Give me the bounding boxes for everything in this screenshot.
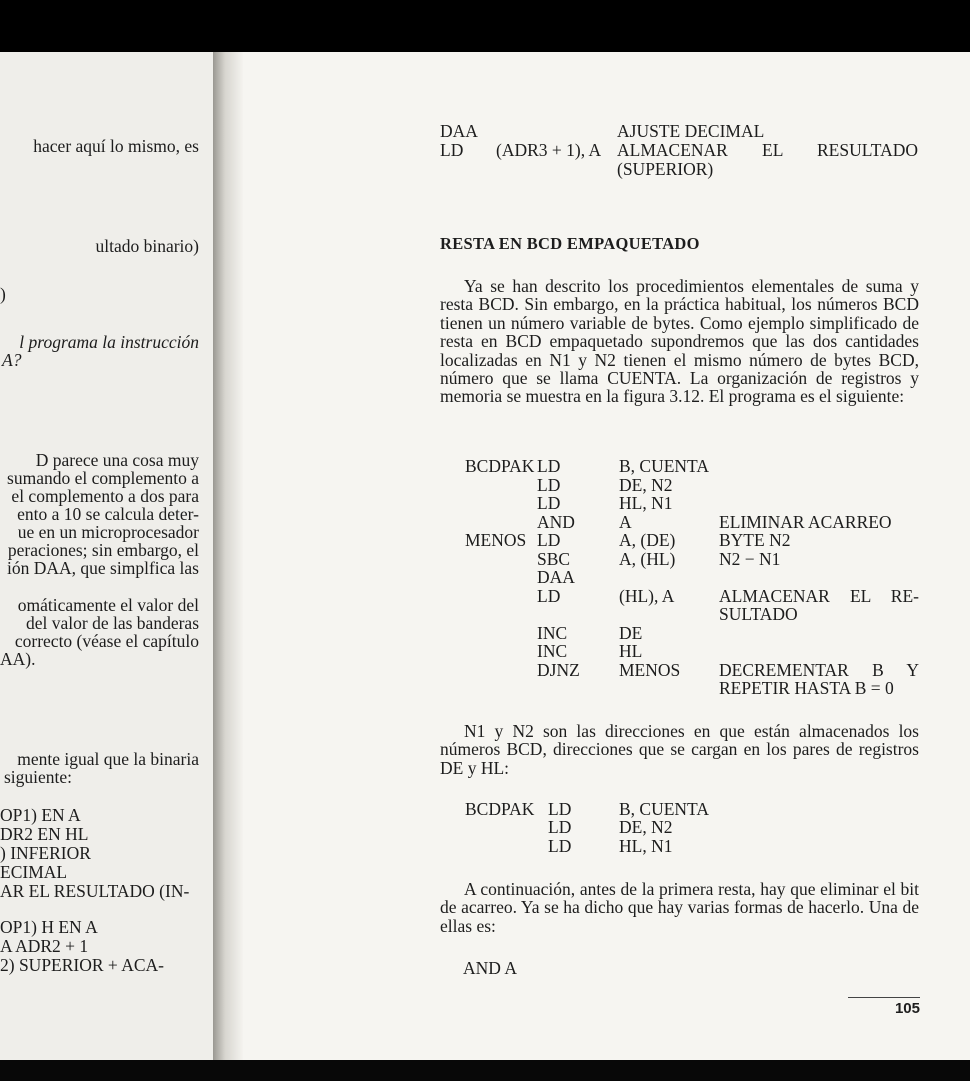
left-text-line: OP1) H EN A (0, 917, 98, 937)
code-arg: A (619, 512, 632, 532)
code-comment: BYTE N2 (719, 530, 791, 550)
page-number: 105 (894, 1000, 920, 1017)
left-text-line: mente igual que la binaria (17, 749, 199, 769)
code-arg: (HL), A (619, 586, 675, 606)
left-text-line: siguiente: (4, 767, 73, 787)
code-arg: A, (DE) (619, 530, 676, 550)
code-op: LD (548, 836, 572, 856)
code-op: LD (537, 586, 561, 606)
left-text-line: A ADR2 + 1 (0, 936, 89, 956)
code-comment: N2 − N1 (719, 549, 781, 569)
code-op: LD (548, 817, 572, 837)
code-arg: B, CUENTA (619, 799, 709, 819)
code-comment: ELIMINAR ACARREO (719, 512, 892, 532)
paragraph: Ya se han descrito los procedimientos elementales de suma y resta BCD. Sin embargo, en la práctica habitual, los números BCD tienen un número variable de bytes. Como ejemplo simplificado de resta en BCD empaquetado supondremos que las dos cantidades localizadas en N1 y N2 tienen el mismo número de bytes BCD, número que se llama CUENTA. La organización de registros y memoria se muestra en la figura 3.12. El programa es el siguiente: (440, 276, 919, 407)
code-line: AND A (463, 958, 517, 978)
code-label: BCDPAK (465, 799, 535, 819)
code-comment: REPETIR HASTA B = 0 (719, 678, 894, 698)
code-label: BCDPAK (465, 456, 535, 476)
code-comment: DECREMENTAR B Y (719, 660, 919, 680)
code-arg: B, CUENTA (619, 456, 709, 476)
code-arg: A, (HL) (619, 549, 676, 569)
code-arg: HL, N1 (619, 836, 673, 856)
code-label: MENOS (465, 530, 527, 550)
code-op: LD (537, 530, 561, 550)
book-gutter (213, 52, 243, 1060)
paragraph: A continuación, antes de la primera resta, hay que eliminar el bit de acarreo. Ya se ha dicho que hay varias formas de hacerlo. Una de ellas es: (440, 879, 919, 936)
code-op: LD (440, 140, 464, 160)
left-text-line: el complemento a dos para (11, 486, 199, 506)
left-text-line: D parece una cosa muy (35, 450, 199, 470)
code-op: DAA (537, 567, 575, 587)
left-text-line: ) (0, 284, 6, 304)
paragraph: N1 y N2 son las direcciones en que están almacenados los números BCD, direcciones que se cargan en los pares de registros DE y HL: (440, 721, 919, 778)
code-op: AND (537, 512, 575, 532)
scan-edge (0, 1060, 970, 1081)
section-heading: RESTA EN BCD EMPAQUETADO (440, 234, 700, 253)
code-op: DAA (440, 121, 478, 141)
left-text-line: omáticamente el valor del (17, 595, 199, 615)
code-comment: ALMACENAR EL RE- (719, 586, 919, 606)
left-text-line: sumando el complemento a (7, 468, 199, 488)
left-text-line: ión DAA, que simplfica las (7, 558, 199, 578)
code-arg: DE, N2 (619, 475, 673, 495)
code-comment: ALMACENAR EL RESULTADO (617, 140, 918, 160)
footer-rule (848, 997, 920, 998)
left-text-line: A? (2, 350, 22, 370)
code-comment: (SUPERIOR) (617, 159, 714, 179)
left-text-line: ue en un microprocesador (17, 522, 199, 542)
left-text-line: peraciones; sin embargo, el (7, 540, 199, 560)
code-op: INC (537, 623, 568, 643)
code-op: LD (537, 456, 561, 476)
left-text-line: hacer aquí lo mismo, es (33, 136, 199, 156)
code-comment: SULTADO (719, 604, 798, 624)
left-text-line: l programa la instrucción (19, 332, 199, 352)
left-text-line: correcto (véase el capítulo (14, 631, 199, 651)
left-page (0, 52, 213, 1060)
left-text-line: OP1) EN A (0, 805, 81, 825)
left-text-line: ECIMAL (0, 862, 68, 882)
code-arg: DE, N2 (619, 817, 673, 837)
left-text-line: DR2 EN HL (0, 824, 89, 844)
left-text-line: ento a 10 se calcula deter- (17, 504, 199, 524)
left-text-line: ultado binario) (95, 236, 199, 256)
code-arg: MENOS (619, 660, 681, 680)
right-page (243, 52, 970, 1060)
code-op: DJNZ (537, 660, 580, 680)
code-op: LD (548, 799, 572, 819)
left-text-line: AA). (0, 649, 36, 669)
code-op: LD (537, 475, 561, 495)
code-arg: DE (619, 623, 643, 643)
code-comment: AJUSTE DECIMAL (617, 121, 765, 141)
code-op: SBC (537, 549, 571, 569)
left-text-line: ) INFERIOR (0, 843, 91, 863)
left-text-line: del valor de las banderas (26, 613, 199, 633)
left-text-line: AR EL RESULTADO (IN- (0, 881, 190, 901)
code-op: LD (537, 493, 561, 513)
code-arg: (ADR3 + 1), A (496, 140, 602, 160)
code-arg: HL, N1 (619, 493, 673, 513)
code-op: INC (537, 641, 568, 661)
code-arg: HL (619, 641, 643, 661)
left-text-line: 2) SUPERIOR + ACA- (0, 955, 164, 975)
